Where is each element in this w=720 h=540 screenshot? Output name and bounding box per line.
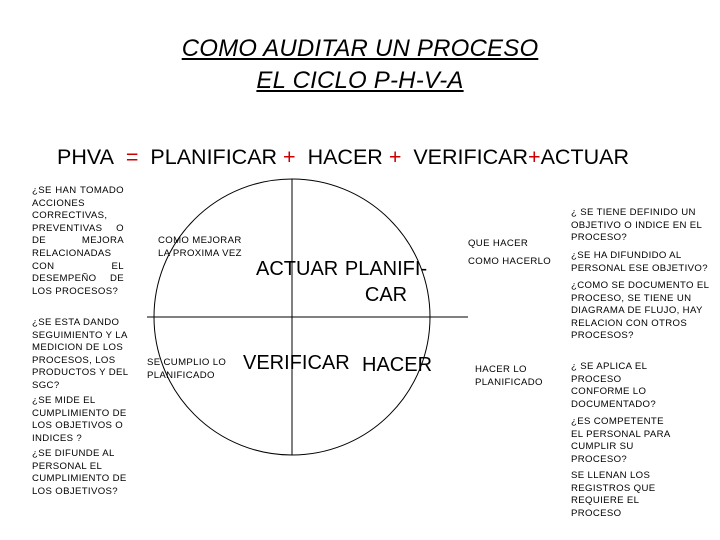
hacer-term: HACER [307,145,383,169]
right-question-5: ¿ES COMPETENTE EL PERSONAL PARA CUMPLIR SU PROCESO? [571,416,671,465]
quadrant-verificar: VERIFICAR [243,352,350,374]
verificar-term: VERIFICAR [413,145,529,169]
left-question-4: ¿SE DIFUNDE AL PERSONAL EL CUMPLIMIENTO DE LOS OBJETIVOS? [32,448,127,497]
plus-sign-1: + [283,145,296,169]
title-line-2: EL CICLO P-H-V-A [256,67,464,94]
label-como-mejorar: COMO MEJORAR LA PROXIMA VEZ [158,235,242,259]
right-question-1: ¿ SE TIENE DEFINIDO UN OBJETIVO O INDICE EN EL PROCESO? [571,207,702,244]
actuar-term: ACTUAR [540,145,629,169]
label-que-hacer: QUE HACER [468,238,529,249]
left-question-3: ¿SE MIDE EL CUMPLIMIENTO DE LOS OBJETIVOS O INDICES ? [32,395,127,444]
left-question-2: ¿SE ESTA DANDO SEGUIMIENTO Y LA MEDICION DE LOS PROCESOS, LOS PRODUCTOS Y DEL SGC? [32,317,129,391]
right-question-2: ¿SE HA DIFUNDIDO AL PERSONAL ESE OBJETIVO? [571,250,708,274]
title-line-1: COMO AUDITAR UN PROCESO [181,35,539,62]
right-question-3: ¿COMO SE DOCUMENTO EL PROCESO, SE TIENE UN DIAGRAMA DE FLUJO, HAY RELACION CON OTROS PROCESOS? [571,280,709,342]
plus-sign-3: + [528,145,541,169]
label-se-cumplio: SE CUMPLIO LO PLANIFICADO [147,357,227,381]
right-question-6: SE LLENAN LOS REGISTROS QUE REQUIERE EL PROCESO [571,470,656,519]
left-question-1: ¿SE HAN TOMADO ACCIONES CORRECTIVAS, PREVENTIVAS O DE MEJORA RELACIONADAS CON EL DESEMPEÑO DE LOS PROCESOS? [32,185,124,297]
quadrant-actuar: ACTUAR [256,258,339,280]
right-question-4: ¿ SE APLICA EL PROCESO CONFORME LO DOCUMENTADO? [571,361,657,410]
quadrant-hacer: HACER [362,354,433,376]
quadrant-planificar: PLANIFI- CAR [344,258,428,306]
plus-sign-2: + [388,145,402,169]
label-como-hacerlo: COMO HACERLO [468,256,552,267]
label-hacer-lo-planificado: HACER LO PLANIFICADO [475,364,543,388]
phva-label: PHVA [57,145,114,169]
equals-sign: = [125,145,139,169]
planificar-term: PLANIFICAR [150,145,278,169]
